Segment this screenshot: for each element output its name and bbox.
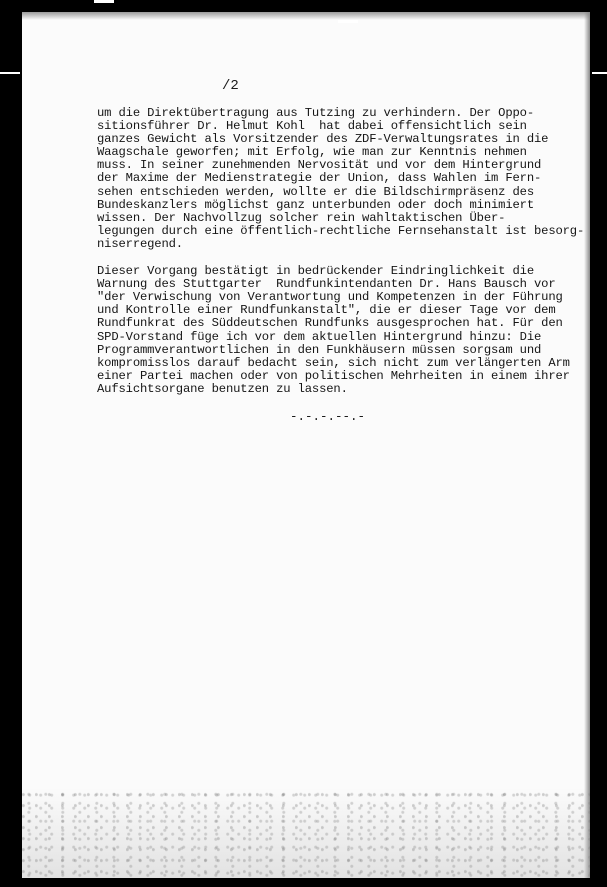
text-line: Dieser Vorgang bestätigt in bedrückender Eindringlichkeit die <box>97 264 534 279</box>
paragraph <box>97 107 590 251</box>
text-line: einer Partei machen oder von politischen Mehrheiten in einem ihrer <box>97 368 570 383</box>
margin-mark <box>592 72 607 74</box>
scan-shadow-top <box>22 12 590 20</box>
paragraph <box>97 265 590 396</box>
text-line: Programmverantwortlichen in den Funkhäusern müssen sorgsam und <box>97 342 542 357</box>
text-line: muss. In seiner zunehmenden Nervosität und vor dem Hintergrund <box>97 158 542 173</box>
page-number: /2 <box>222 78 239 94</box>
text-line: Rundfunkrat des Süddeutschen Rundfunks ausgesprochen hat. Für den <box>97 316 563 331</box>
margin-mark <box>94 0 114 3</box>
text-line: ganzes Gewicht als Vorsitzender des ZDF-Verwaltungsrates in die <box>97 132 549 147</box>
text-line: der Maxime der Medienstrategie der Union, dass Wahlen im Fern- <box>97 171 542 186</box>
text-line: und Kontrolle einer Rundfunkanstalt", die er dieser Tage vor dem <box>97 303 556 318</box>
text-line: Warnung des Stuttgarter Rundfunkintendanten Dr. Hans Bausch vor <box>97 277 556 292</box>
scan-noise-bottom <box>22 788 590 878</box>
paragraph-gap <box>97 251 590 265</box>
text-line: Waagschale geworfen; mit Erfolg, wie man zur Kenntnis nehmen <box>97 145 527 160</box>
text-line: Aufsichtsorgane benutzen zu lassen. <box>97 381 348 396</box>
text-line: kompromisslos darauf bedacht sein, sich nicht zum verlängerten Arm <box>97 355 570 370</box>
text-line: Bundeskanzlers möglichst ganz unterbunden oder doch minimiert <box>97 197 534 212</box>
margin-mark <box>0 72 20 74</box>
text-line: um die Direktübertragung aus Tutzing zu verhindern. Der Oppo- <box>97 106 534 120</box>
text-line: wissen. Der Nachvollzug solcher rein wahltaktischen Über- <box>97 210 506 225</box>
end-separator: -.-.-.--.- <box>290 410 366 424</box>
margin-mark <box>338 20 358 23</box>
document-page <box>22 12 590 878</box>
text-line: niserregend. <box>97 236 183 251</box>
body-text <box>97 107 590 396</box>
text-line: "der Verwischung von Verantwortung und Kompetenzen in der Führung <box>97 290 563 305</box>
text-line: legungen durch eine öffentlich-rechtliche Fernsehanstalt ist besorg- <box>97 223 585 238</box>
text-line: sehen entschieden werden, wollte er die Bildschirmpräsenz des <box>97 184 534 199</box>
text-line: sitionsführer Dr. Helmut Kohl hat dabei offensichtlich sein <box>97 119 527 134</box>
text-line: SPD-Vorstand füge ich vor dem aktuellen Hintergrund hinzu: Die <box>97 329 542 344</box>
